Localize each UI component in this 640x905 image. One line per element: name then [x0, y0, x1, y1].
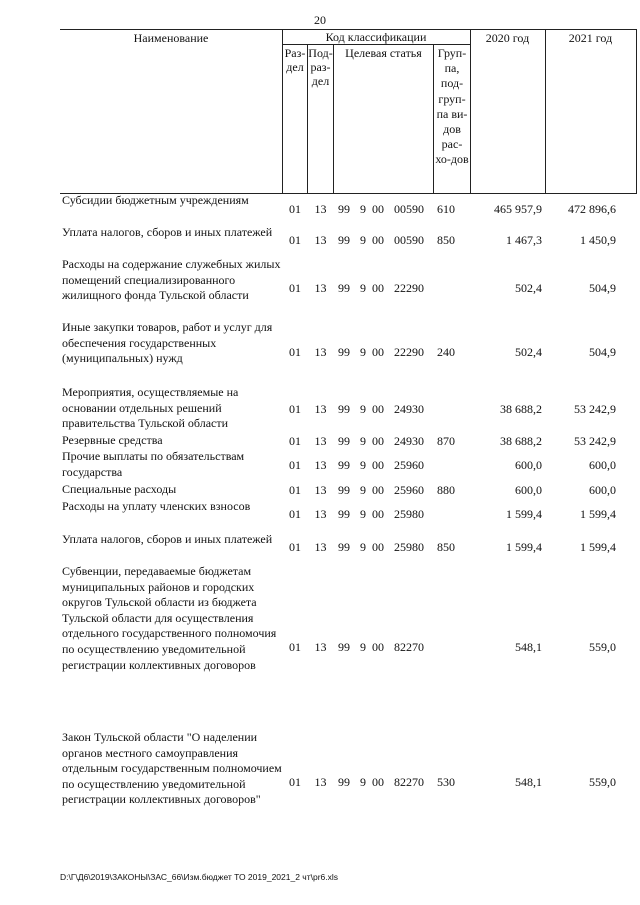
row-cs3: 00 [372, 483, 384, 497]
row-group: 870 [437, 434, 455, 448]
header-name: Наименование [133, 31, 209, 45]
row-cs1: 99 [338, 434, 350, 448]
row-podrazdel: 13 [314, 775, 327, 789]
row-razdel: 01 [289, 483, 301, 497]
row-cs1: 99 [338, 507, 350, 521]
row-cs2: 9 [360, 402, 366, 416]
row-podrazdel: 13 [314, 434, 327, 448]
row-cs2: 9 [360, 640, 366, 654]
row-2021: 472 896,6 [568, 202, 616, 216]
row-2020: 502,4 [515, 281, 542, 295]
row-cs2: 9 [360, 507, 366, 521]
row-2021: 504,9 [589, 345, 616, 359]
row-cs1: 99 [338, 775, 350, 789]
classification-divider [282, 44, 470, 45]
row-podrazdel: 13 [314, 202, 327, 216]
row-cs4: 82270 [394, 775, 424, 789]
row-name: Расходы на уплату членских взносов [62, 499, 251, 513]
header-classification: Код классификации [325, 30, 427, 44]
row-cs3: 00 [372, 402, 384, 416]
row-cs2: 9 [360, 483, 366, 497]
row-name: Уплата налогов, сборов и иных платежей [62, 225, 273, 239]
row-cs4: 22290 [394, 281, 424, 295]
row-cs3: 00 [372, 507, 384, 521]
row-cs2: 9 [360, 775, 366, 789]
row-podrazdel: 13 [314, 640, 327, 654]
col-divider-podrazdel [333, 44, 334, 194]
row-name: Закон Тульской области "О наделении органов местного самоуправления отдельным государственным полномочием по осуществлению уведомительной регистрации коллективных договоров" [62, 730, 282, 807]
row-cs1: 99 [338, 281, 350, 295]
row-cs2: 9 [360, 281, 366, 295]
row-2020: 1 467,3 [506, 233, 542, 247]
row-name: Мероприятия, осуществляемые на основании отдельных решений правительства Тульской области [62, 385, 239, 430]
row-cs3: 00 [372, 345, 384, 359]
row-podrazdel: 13 [314, 281, 327, 295]
row-razdel: 01 [289, 281, 301, 295]
row-cs1: 99 [338, 640, 350, 654]
row-2021: 1 450,9 [580, 233, 616, 247]
row-razdel: 01 [289, 402, 301, 416]
row-cs4: 22290 [394, 345, 424, 359]
row-group: 850 [437, 233, 455, 247]
row-2020: 502,4 [515, 345, 542, 359]
row-cs4: 25980 [394, 507, 424, 521]
row-razdel: 01 [289, 434, 301, 448]
row-2021: 1 599,4 [580, 507, 616, 521]
row-2021: 53 242,9 [574, 434, 616, 448]
row-razdel: 01 [289, 233, 301, 247]
row-cs3: 00 [372, 281, 384, 295]
row-name: Уплата налогов, сборов и иных платежей [62, 532, 273, 546]
row-2021: 559,0 [589, 640, 616, 654]
row-2020: 600,0 [515, 458, 542, 472]
row-cs2: 9 [360, 434, 366, 448]
row-2020: 548,1 [515, 640, 542, 654]
row-razdel: 01 [289, 202, 301, 216]
col-divider-group [470, 29, 471, 194]
row-2021: 600,0 [589, 483, 616, 497]
col-divider-2020 [545, 29, 546, 194]
row-cs4: 25980 [394, 540, 424, 554]
row-cs1: 99 [338, 345, 350, 359]
row-cs1: 99 [338, 483, 350, 497]
row-group: 530 [437, 775, 455, 789]
row-podrazdel: 13 [314, 507, 327, 521]
row-cs2: 9 [360, 233, 366, 247]
row-razdel: 01 [289, 640, 301, 654]
row-name: Прочие выплаты по обязательствам государства [62, 449, 245, 479]
row-cs3: 00 [372, 434, 384, 448]
row-group: 610 [437, 202, 455, 216]
row-razdel: 01 [289, 507, 301, 521]
row-podrazdel: 13 [314, 345, 327, 359]
row-cs3: 00 [372, 775, 384, 789]
row-cs4: 25960 [394, 458, 424, 472]
row-cs1: 99 [338, 402, 350, 416]
row-cs4: 24930 [394, 402, 424, 416]
row-razdel: 01 [289, 775, 301, 789]
row-name: Иные закупки товаров, работ и услуг для обеспечения государственных (муниципальных) нужд [62, 320, 273, 365]
row-podrazdel: 13 [314, 483, 327, 497]
row-name: Субвенции, передаваемые бюджетам муниципальных районов и городских округов Тульской области из бюджета Тульской области для осуществления отдельного государственного полномочия по осуществлению уведомительной регистрации коллективных договоров [62, 564, 277, 672]
row-podrazdel: 13 [314, 458, 327, 472]
header-podrazdel: Под-раз-дел [308, 46, 333, 88]
row-cs4: 00590 [394, 233, 424, 247]
row-group: 850 [437, 540, 455, 554]
header-2020: 2020 год [485, 31, 530, 45]
row-cs1: 99 [338, 458, 350, 472]
row-cs3: 00 [372, 233, 384, 247]
row-cs1: 99 [338, 233, 350, 247]
row-podrazdel: 13 [314, 540, 327, 554]
row-cs4: 82270 [394, 640, 424, 654]
row-2020: 1 599,4 [506, 540, 542, 554]
row-name: Субсидии бюджетным учреждениям [62, 193, 249, 207]
row-2020: 38 688,2 [500, 402, 542, 416]
row-name: Резервные средства [62, 433, 163, 447]
row-name: Расходы на содержание служебных жилых помещений специализированного жилищного фонда Тульской области [62, 257, 281, 302]
row-cs3: 00 [372, 640, 384, 654]
row-2021: 504,9 [589, 281, 616, 295]
row-cs2: 9 [360, 458, 366, 472]
row-cs3: 00 [372, 458, 384, 472]
row-razdel: 01 [289, 458, 301, 472]
row-cs1: 99 [338, 202, 350, 216]
row-2021: 1 599,4 [580, 540, 616, 554]
header-razdel: Раз-дел [284, 46, 306, 74]
row-podrazdel: 13 [314, 402, 327, 416]
row-group: 240 [437, 345, 455, 359]
row-2021: 559,0 [589, 775, 616, 789]
row-cs1: 99 [338, 540, 350, 554]
row-cs2: 9 [360, 202, 366, 216]
row-cs3: 00 [372, 202, 384, 216]
row-2021: 53 242,9 [574, 402, 616, 416]
col-divider-right [636, 29, 637, 194]
row-2020: 465 957,9 [494, 202, 542, 216]
row-razdel: 01 [289, 345, 301, 359]
row-razdel: 01 [289, 540, 301, 554]
row-cs4: 00590 [394, 202, 424, 216]
header-group: Груп-па, под-груп-па ви-дов рас-хо-дов [435, 46, 469, 167]
header-target: Целевая статья [345, 46, 422, 60]
row-2020: 1 599,4 [506, 507, 542, 521]
row-2020: 548,1 [515, 775, 542, 789]
row-cs2: 9 [360, 540, 366, 554]
footer-file-path: D:\Г\Д6\2019\ЗАКОНЫ\ЗАС_66\Изм.бюджет ТО 2019_2021_2 чт\pr6.xls [60, 872, 339, 882]
header-2021: 2021 год [568, 31, 613, 45]
row-2021: 600,0 [589, 458, 616, 472]
row-name: Специальные расходы [62, 482, 177, 496]
row-2020: 600,0 [515, 483, 542, 497]
row-group: 880 [437, 483, 455, 497]
row-cs4: 25960 [394, 483, 424, 497]
row-2020: 38 688,2 [500, 434, 542, 448]
row-cs2: 9 [360, 345, 366, 359]
row-cs3: 00 [372, 540, 384, 554]
row-podrazdel: 13 [314, 233, 327, 247]
page-number: 20 [314, 13, 326, 27]
row-cs4: 24930 [394, 434, 424, 448]
